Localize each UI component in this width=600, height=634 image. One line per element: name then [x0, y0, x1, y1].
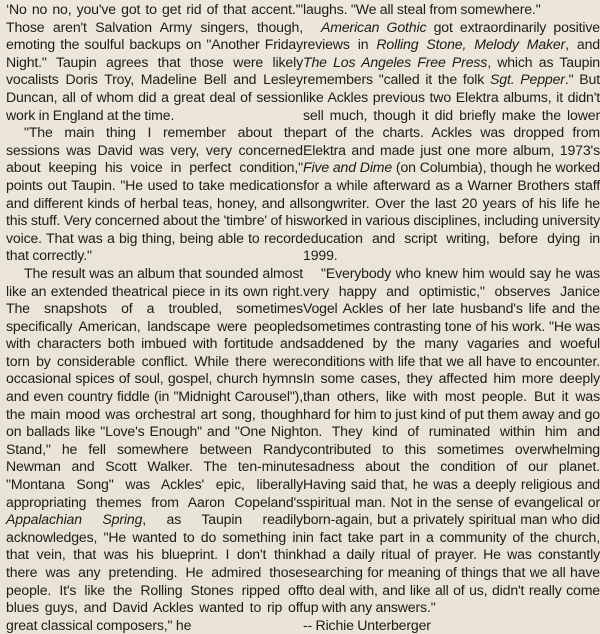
paragraph-1 — [6, 1, 303, 124]
p3-text-a: The result was an album that sounded almost like an extended theatrical piece in its own right. The snapshots of a troubled, sometimes specifically American, landscape were peopled with characters both imbued with fortitude and torn by considerable conflict. While there were occasional spices of soul, gospel, church hymns and even country fiddle (in "Midnight Carousel"), the main mood was orchestral art song, though on ballads like "Love's Enough" and "One Night Stand," he fell somewhere between Randy Newman and Scott Walker. The ten-minute "Montana Song" was Ackles' epic, liberally appropriating themes from Aaron Copeland's — [6, 264, 303, 510]
paragraph-3 — [6, 265, 303, 634]
paragraph-6 — [303, 265, 600, 617]
p5-text-b: , and — [565, 36, 600, 53]
p5-title-la-free-press: The Los Angeles Free Press — [303, 53, 488, 70]
author-signature — [303, 617, 600, 634]
p5-title-magazines: Rolling Stone, Melody Maker — [376, 36, 566, 53]
signature-text: -- Richie Unterberger — [303, 616, 431, 633]
p2-text: "The main thing I remember about the sessions was David was very, very concerned about keeping his voice in perfect condition," points out Taupin. "He used to take medications and different kinds of herbal teas, honey, and all this stuff. Very concerned about the 'timbre' of his voice. That was a big thing, being able to record that correctly." — [6, 124, 303, 264]
paragraph-4 — [303, 1, 600, 19]
p5-text-c: , which as Taupin remembers "called it the folk — [303, 53, 600, 88]
p5-title-american-gothic: American Gothic — [321, 18, 427, 35]
p3-title-appalachian-spring: Appalachian Spring — [6, 511, 143, 528]
p4-text: laughs. "We all steal from somewhere." — [303, 1, 541, 17]
right-column — [303, 1, 600, 634]
p1-text: ‘No no no, you've got to get rid of that accent.'" Those aren't Salvation Army singers, though, emoting the soulful backups on "Another Friday Night." Taupin agrees that those were likely vocalists Doris Troy, Madeline Bell and Lesley Duncan, all of whom did a great deal of session work in England at the time. — [6, 1, 303, 123]
p5-text-a: got extraordinarily positive reviews in — [303, 18, 600, 53]
p5-title-five-and-dime: Five and Dime — [303, 159, 393, 176]
p5-title-sgt-pepper: Sgt. Pepper — [490, 71, 565, 88]
left-column — [6, 1, 303, 634]
paragraph-5 — [303, 19, 600, 265]
p3-text-b: , as Taupin readily acknowledges, "He wanted to do something in that vein, that was his blueprint. I don't think there was any pretending. He admired those people. It's like the Rolling Stones ripped off blues guys, and David Ackles wanted to rip off great classical composers," he — [6, 511, 304, 633]
p5-text-d: ." But like Ackles previous two Elektra albums, it didn't sell much, though it did briefly make the lower part of the charts. Ackles was dropped from Elektra and made just one more album, 1973's — [303, 71, 600, 158]
paragraph-2 — [6, 124, 303, 265]
p6-text: "Everybody who knew him would say he was very happy and optimistic," observes Janice Vogel Ackles of her late husband's life and the sometimes contrasting tone of his work. "He was saddened by the many vagaries and woeful conditions with life that we all have to encounter. In some cases, they affected him more deeply than others, like with most people. But it was hard for him to just kind of put them away and go on. They kind of ruminated within him and contributed to this sometimes overwhelming sadness about the condition of our planet. Having said that, he was a deeply religious and spiritual man. Not in the sense of evangelical or born-again, but a privately spiritual man who did in fact take part in a community of the church, had a daily ritual of prayer. He was constantly searching for meaning of things that we all have to deal with, and like all of us, didn't really come up with any answers." — [303, 264, 600, 616]
p5-text-e: (on Columbia), though he worked for a while afterward as a Warner Brothers staff songwriter. Over the last 20 years of his life he worked in various disciplines, including university education and script writing, before dying in 1999. — [303, 159, 600, 264]
